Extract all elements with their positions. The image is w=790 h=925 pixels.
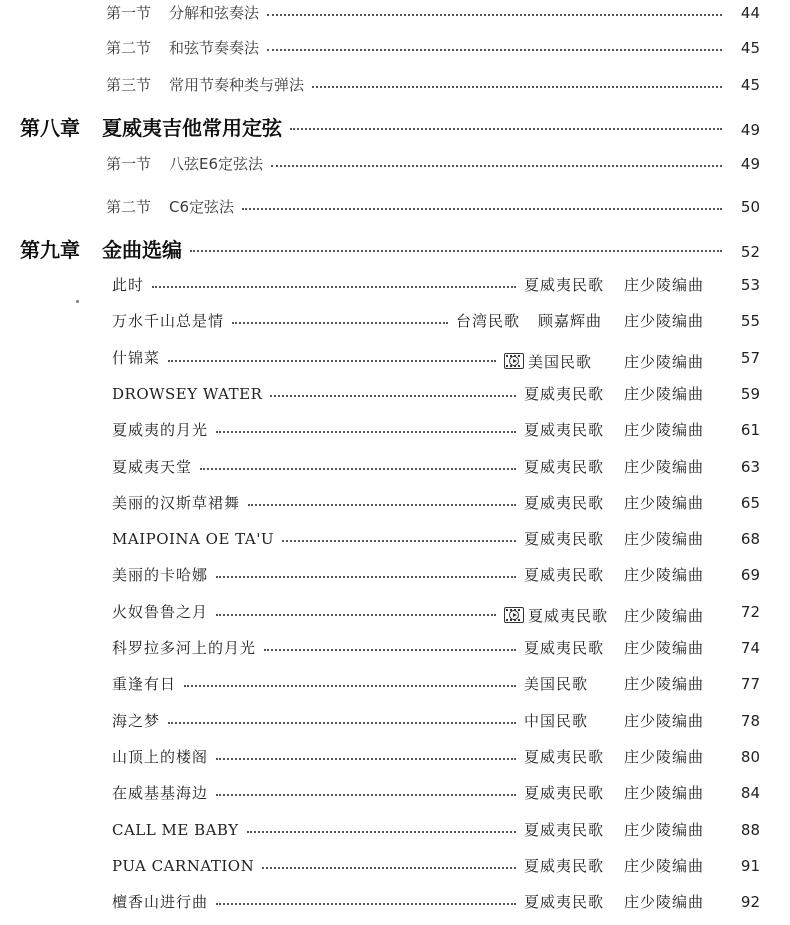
song-credits	[524, 782, 730, 803]
page-number: 52	[740, 243, 760, 261]
dot-leader	[290, 128, 722, 130]
dot-leader	[184, 685, 516, 687]
toc-section-row[interactable]	[0, 2, 790, 23]
page-number: 59	[740, 385, 760, 403]
song-credits	[524, 528, 730, 549]
page-number: 57	[740, 349, 760, 367]
page-number: 77	[740, 675, 760, 693]
dot-leader	[312, 86, 722, 88]
section-title: 常用节奏种类与弹法	[169, 76, 305, 94]
song-row[interactable]	[0, 564, 790, 585]
dot-leader	[168, 360, 496, 362]
song-origin: 夏威夷民歌	[524, 530, 605, 548]
song-row[interactable]	[0, 673, 790, 694]
song-origin: 美国民歌	[524, 675, 589, 693]
song-arranger: 庄少陵编曲	[624, 530, 705, 548]
page-number: 50	[740, 198, 760, 216]
toc-section-row[interactable]	[0, 37, 790, 58]
song-row[interactable]	[0, 710, 790, 731]
dot-leader	[216, 614, 496, 616]
dot-leader	[282, 540, 516, 542]
dot-leader	[267, 49, 722, 51]
song-title: 夏威夷的月光	[112, 421, 209, 439]
dot-leader	[216, 903, 516, 905]
song-title: 此时	[112, 276, 145, 294]
dot-leader	[262, 867, 516, 869]
song-row[interactable]	[0, 637, 790, 658]
page-number: 53	[740, 276, 760, 294]
section-number: 第一节	[106, 4, 152, 22]
song-origin: 顾嘉辉曲	[538, 312, 603, 330]
song-credits	[524, 673, 730, 694]
page-number: 91	[740, 857, 760, 875]
song-title: MAIPOINA OE TA'U	[112, 530, 274, 548]
song-credits	[504, 605, 730, 626]
song-arranger: 庄少陵编曲	[624, 821, 705, 839]
song-title: 檀香山进行曲	[112, 893, 209, 911]
dot-leader	[232, 322, 448, 324]
scan-speck	[76, 300, 79, 303]
song-origin: 夏威夷民歌	[528, 606, 609, 625]
page-number: 69	[740, 566, 760, 584]
section-title: 分解和弦奏法	[169, 4, 260, 22]
dot-leader	[247, 831, 516, 833]
song-row[interactable]	[0, 819, 790, 840]
song-row[interactable]	[0, 456, 790, 477]
song-origin: 夏威夷民歌	[524, 893, 605, 911]
dot-leader	[152, 286, 516, 288]
song-origin: 夏威夷民歌	[524, 458, 605, 476]
page-number: 45	[740, 39, 760, 57]
song-credits	[524, 419, 730, 440]
song-origin: 夏威夷民歌	[524, 748, 605, 766]
song-arranger: 庄少陵编曲	[624, 385, 705, 403]
page-number: 65	[740, 494, 760, 512]
section-title: 八弦E6定弦法	[169, 155, 264, 173]
page-number: 63	[740, 458, 760, 476]
section-title: C6定弦法	[169, 198, 235, 216]
toc-chapter-row[interactable]	[0, 234, 790, 263]
song-title: 美丽的汉斯草裙舞	[112, 494, 241, 512]
dot-leader	[270, 395, 516, 397]
page-number: 74	[740, 639, 760, 657]
song-credits	[524, 637, 730, 658]
song-title: 在威基基海边	[112, 784, 209, 802]
song-credits	[524, 891, 730, 912]
page-number: 72	[740, 603, 760, 621]
dot-leader	[271, 165, 722, 167]
song-arranger: 庄少陵编曲	[624, 421, 705, 439]
song-origin: 夏威夷民歌	[524, 385, 605, 403]
song-origin: 中国民歌	[524, 712, 589, 730]
song-arranger: 庄少陵编曲	[624, 748, 705, 766]
song-title: 海之梦	[112, 712, 161, 730]
song-row[interactable]	[0, 746, 790, 767]
section-title: 和弦节奏奏法	[169, 39, 260, 57]
song-title: 万水千山总是情	[112, 312, 225, 330]
dot-leader	[216, 758, 516, 760]
song-origin: 夏威夷民歌	[524, 566, 605, 584]
chapter-title: 金曲选编	[102, 238, 182, 262]
song-credits	[524, 746, 730, 767]
page-number: 80	[740, 748, 760, 766]
page-number: 49	[740, 121, 760, 139]
page-number: 45	[740, 76, 760, 94]
song-row[interactable]	[0, 782, 790, 803]
page-number: 68	[740, 530, 760, 548]
song-row[interactable]	[0, 383, 790, 404]
chapter-number: 第八章	[20, 116, 80, 140]
song-row[interactable]	[0, 855, 790, 876]
page-number: 92	[740, 893, 760, 911]
song-arranger: 庄少陵编曲	[624, 566, 705, 584]
song-title: 什锦菜	[112, 349, 161, 367]
song-row[interactable]	[0, 891, 790, 912]
song-credits	[456, 310, 730, 331]
song-title: 科罗拉多河上的月光	[112, 639, 257, 657]
song-title: 重逢有日	[112, 675, 177, 693]
song-arranger: 庄少陵编曲	[624, 675, 705, 693]
page-number: 61	[740, 421, 760, 439]
page-number: 78	[740, 712, 760, 730]
page-number: 55	[740, 312, 760, 330]
song-origin: 夏威夷民歌	[524, 421, 605, 439]
song-title: 火奴鲁鲁之月	[112, 603, 209, 621]
song-origin: 美国民歌	[528, 352, 593, 371]
song-row[interactable]	[0, 274, 790, 295]
song-title: 夏威夷天堂	[112, 458, 193, 476]
song-arranger: 庄少陵编曲	[624, 712, 705, 730]
song-title: CALL ME BABY	[112, 821, 239, 839]
song-title: DROWSEY WATER	[112, 385, 263, 403]
dot-leader	[190, 250, 722, 252]
song-credits	[524, 710, 730, 731]
dot-leader	[267, 14, 722, 16]
song-arranger: 庄少陵编曲	[624, 352, 705, 371]
section-number: 第一节	[106, 155, 152, 173]
song-credits	[524, 855, 730, 876]
song-credits	[524, 274, 730, 295]
page-number: 84	[740, 784, 760, 802]
dot-leader	[200, 468, 516, 470]
song-origin: 夏威夷民歌	[524, 857, 605, 875]
song-arranger: 庄少陵编曲	[624, 639, 705, 657]
song-credits	[524, 819, 730, 840]
chapter-number: 第九章	[20, 238, 80, 262]
song-origin: 夏威夷民歌	[524, 784, 605, 802]
song-credits	[524, 564, 730, 585]
video-icon[interactable]	[504, 353, 524, 369]
song-credits	[524, 456, 730, 477]
song-arranger: 庄少陵编曲	[624, 857, 705, 875]
song-row[interactable]	[0, 601, 790, 626]
toc-section-row[interactable]	[0, 74, 790, 95]
song-arranger: 庄少陵编曲	[624, 606, 705, 625]
page-number: 49	[740, 155, 760, 173]
toc-section-row[interactable]	[0, 196, 790, 217]
page-number: 88	[740, 821, 760, 839]
song-origin: 夏威夷民歌	[524, 276, 605, 294]
toc-chapter-row[interactable]	[0, 112, 790, 141]
song-source: 台湾民歌	[455, 312, 520, 330]
section-number: 第二节	[106, 39, 152, 57]
dot-leader	[242, 208, 722, 210]
dot-leader	[168, 722, 516, 724]
song-row[interactable]	[0, 419, 790, 440]
song-arranger: 庄少陵编曲	[624, 276, 705, 294]
song-arranger: 庄少陵编曲	[624, 458, 705, 476]
dot-leader	[216, 794, 516, 796]
song-arranger: 庄少陵编曲	[624, 784, 705, 802]
song-arranger: 庄少陵编曲	[624, 494, 705, 512]
page-number: 44	[740, 4, 760, 22]
section-number: 第二节	[106, 198, 152, 216]
dot-leader	[264, 649, 516, 651]
song-title: 山顶上的楼阁	[112, 748, 209, 766]
section-number: 第三节	[106, 76, 152, 94]
song-arranger: 庄少陵编曲	[624, 893, 705, 911]
dot-leader	[248, 504, 516, 506]
song-row[interactable]	[0, 310, 790, 331]
dot-leader	[216, 431, 516, 433]
toc-section-row[interactable]	[0, 153, 790, 174]
song-origin: 夏威夷民歌	[524, 821, 605, 839]
song-credits	[524, 383, 730, 404]
song-row[interactable]	[0, 347, 790, 372]
song-title: PUA CARNATION	[112, 857, 255, 875]
song-origin: 夏威夷民歌	[524, 639, 605, 657]
song-credits	[524, 492, 730, 513]
song-credits	[504, 351, 730, 372]
song-arranger: 庄少陵编曲	[624, 312, 705, 330]
video-icon[interactable]	[504, 607, 524, 623]
song-row[interactable]	[0, 528, 790, 549]
song-origin: 夏威夷民歌	[524, 494, 605, 512]
song-row[interactable]	[0, 492, 790, 513]
song-title: 美丽的卡哈娜	[112, 566, 209, 584]
dot-leader	[216, 576, 516, 578]
chapter-title: 夏威夷吉他常用定弦	[102, 116, 282, 140]
